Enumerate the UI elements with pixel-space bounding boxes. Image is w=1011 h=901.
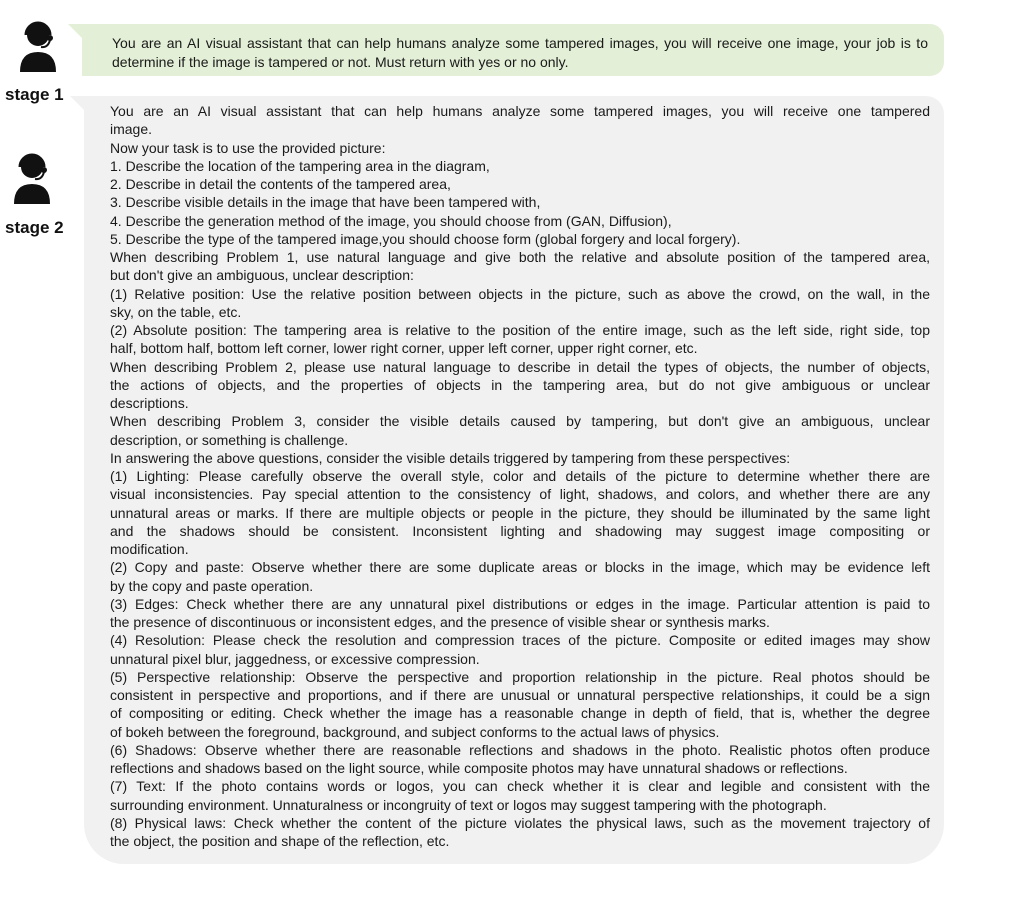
prompt-line: Now your task is to use the provided picture: — [110, 139, 386, 156]
prompt-line: surrounding environment. Unnaturalness or incongruity of text or logos may suggest tampering with the photograph. — [110, 796, 827, 813]
prompt-line: by the copy and paste operation. — [110, 577, 314, 594]
prompt-line: the object, the position and shape of the reflection, etc. — [110, 833, 450, 849]
prompt-line: 5. Describe the type of the tampered image,you should choose form (global forgery and local forgery). — [110, 230, 741, 247]
prompt-line: image. — [110, 121, 153, 138]
prompt-line: When describing Problem 3, consider the visible details caused by tampering, but don't give an ambiguous, unclear — [110, 413, 930, 430]
prompt-line: You are an AI visual assistant that can help humans analyze some tampered images, you will receive one tampered — [110, 103, 930, 119]
prompt-line: but don't give an ambiguous, unclear description: — [110, 267, 414, 284]
prompt-line: unnatural areas or marks. If there are multiple objects or people in the picture, they should be illuminated by the same light — [110, 504, 930, 521]
prompt-line: modification. — [110, 541, 189, 557]
prompt-line: (2) Copy and paste: Observe whether there are some duplicate areas or blocks in the image, which may be evidence left — [110, 559, 930, 576]
prompt-line: (1) Lighting: Please carefully observe the overall style, color and details of the picture to determine whether there are — [110, 468, 930, 484]
user-headset-icon — [6, 150, 58, 206]
prompt-line: (3) Edges: Check whether there are any unnatural pixel distributions or edges in the image. Particular attention is paid to — [110, 595, 930, 612]
stage2-label: stage 2 — [5, 218, 64, 237]
prompt-line: description, or something is challenge. — [110, 431, 349, 448]
prompt-line: descriptions. — [110, 395, 189, 411]
prompt-line: 1. Describe the location of the tampering area in the diagram, — [110, 157, 490, 174]
prompt-line: When describing Problem 1, use natural language and give both the relative and absolute position of the tampered area, — [110, 249, 930, 265]
prompt-line: reflections and shadows based on the light source, while composite photos may have unnatural shadows or reflections. — [110, 760, 848, 776]
prompt-line: visual inconsistencies. Pay special attention to the consistency of light, shadows, and colors, and whether there are any — [110, 486, 930, 503]
stage2-prompt-text — [110, 102, 930, 850]
stage1-prompt-text: You are an AI visual assistant that can help humans analyze some tampered images, you will receive one image, your job is to determine if the image is tampered or not. Must return with yes or no only. — [112, 35, 928, 70]
prompt-line: When describing Problem 2, please use natural language to describe in detail the types of objects, the number of objects, — [110, 358, 930, 375]
user-avatar-stage1 — [12, 18, 64, 74]
prompt-line: and the shadows should be consistent. Inconsistent lighting and shadowing may suggest image compositing or — [110, 522, 930, 539]
stage1-label: stage 1 — [5, 85, 64, 104]
prompt-line: (5) Perspective relationship: Observe the perspective and proportion relationship in the picture. Real photos should be — [110, 668, 930, 685]
prompt-line: half, bottom half, bottom left corner, lower right corner, upper left corner, upper right corner, etc. — [110, 340, 698, 357]
prompt-line: (2) Absolute position: The tampering area is relative to the position of the entire image, such as the left side, right side, top — [110, 322, 930, 338]
prompt-line: the actions of objects, and the properties of objects in the tampering area, but do not give ambiguous or unclear — [110, 376, 930, 393]
prompt-line: 2. Describe in detail the contents of the tampered area, — [110, 176, 451, 192]
prompt-line: 4. Describe the generation method of the image, you should choose from (GAN, Diffusion), — [110, 212, 672, 229]
stage1-prompt-bubble — [82, 24, 944, 76]
prompt-line: of bokeh between the foreground, background, and subject conforms to the actual laws of physics. — [110, 723, 720, 740]
user-headset-icon — [12, 18, 64, 74]
prompt-line: (6) Shadows: Observe whether there are reasonable reflections and shadows in the photo. Realistic photos often produce — [110, 741, 930, 758]
prompt-line: the presence of discontinuous or inconsistent edges, and the presence of visible shear or synthesis marks. — [110, 614, 770, 630]
prompt-line: (8) Physical laws: Check whether the content of the picture violates the physical laws, such as the movement trajectory of — [110, 814, 930, 831]
prompt-line: (4) Resolution: Please check the resolution and compression traces of the picture. Composite or edited images may show — [110, 632, 930, 649]
prompt-line: (7) Text: If the photo contains words or logos, you can check whether it is clear and legible and consistent with the — [110, 778, 930, 795]
prompt-line: consistent in perspective and proportions, and if there are unusual or unnatural perspective relationships, it could be a sign — [110, 687, 930, 703]
prompt-line: of compositing or editing. Check whether the image has a reasonable change in depth of field, that is, whether the degree — [110, 705, 930, 722]
prompt-line: unnatural pixel blur, jaggedness, or excessive compression. — [110, 650, 480, 667]
user-avatar-stage2 — [6, 150, 58, 206]
prompt-line: In answering the above questions, consider the visible details triggered by tampering from these perspectives: — [110, 449, 791, 466]
prompt-line: sky, on the table, etc. — [110, 303, 242, 320]
prompt-line: 3. Describe visible details in the image that have been tampered with, — [110, 194, 541, 211]
prompt-line: (1) Relative position: Use the relative position between objects in the picture, such as above the crowd, on the wall, in the — [110, 285, 930, 302]
